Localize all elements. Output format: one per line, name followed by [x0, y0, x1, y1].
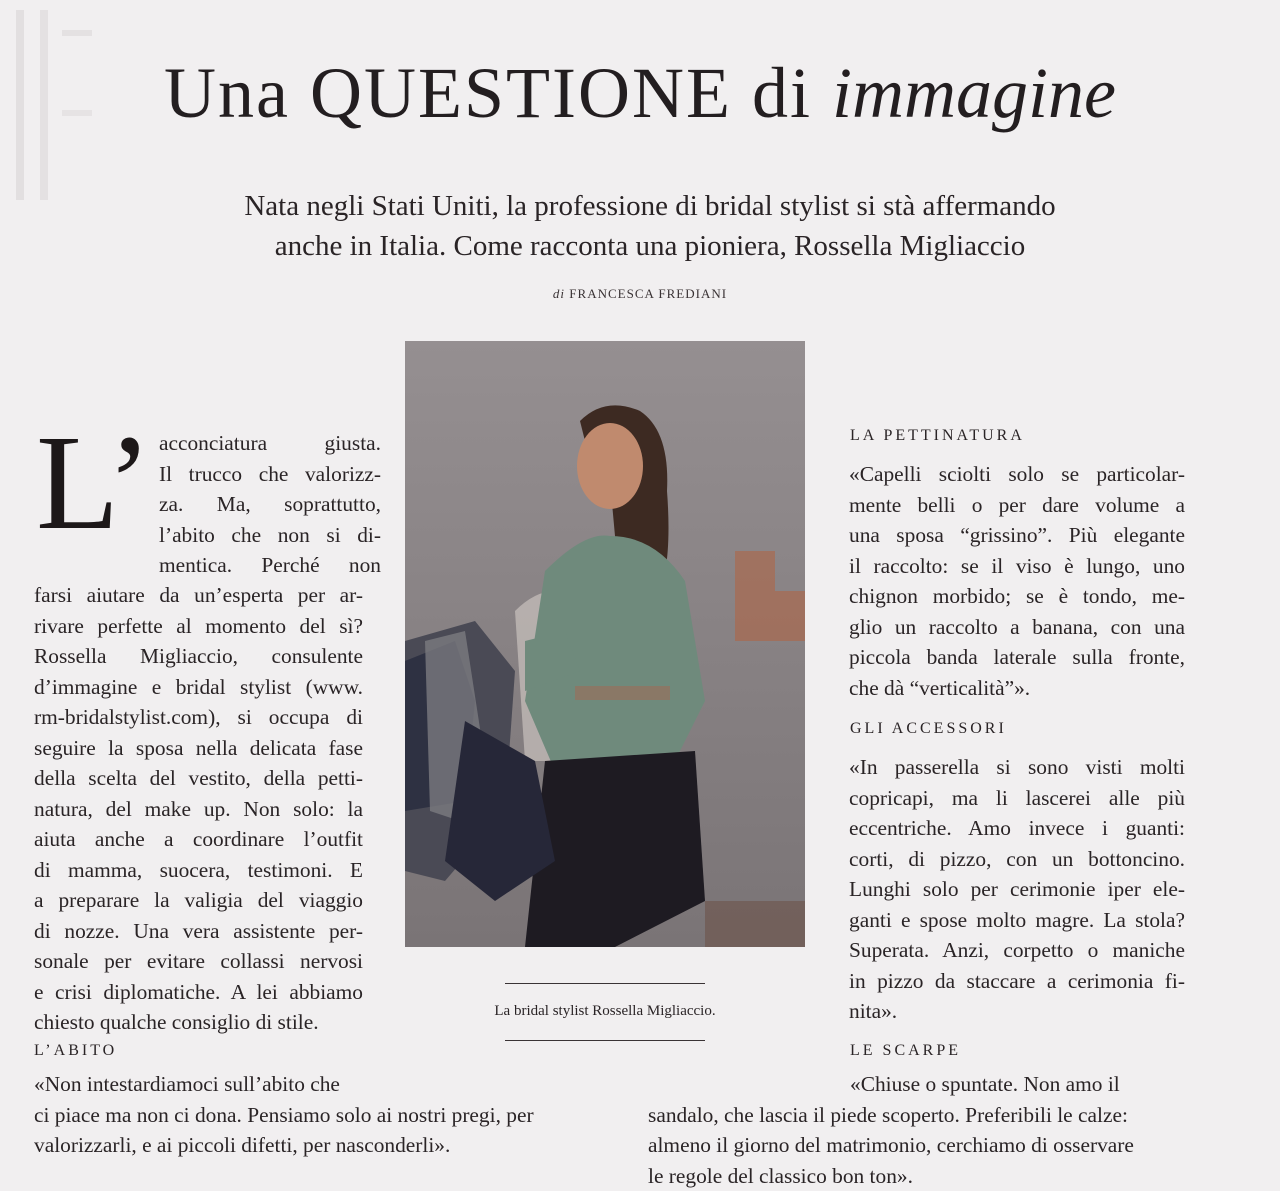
intro-line: sonale per evitare collassi nervosi [34, 946, 363, 977]
title-word-una: Una [164, 53, 290, 133]
photo-caption: La bridal stylist Rossella Migliaccio. [430, 1003, 780, 1020]
intro-line: a preparare la valigia del viaggio [34, 885, 363, 916]
body-line: il raccolto: se il viso è lungo, uno [849, 551, 1185, 582]
title-word-questione: QUESTIONE [310, 53, 732, 133]
intro-line: Il trucco che valorizz- [159, 459, 381, 490]
intro-line: e crisi diplomatiche. A lei abbiamo [34, 977, 363, 1008]
section-heading-abito: L’ABITO [34, 1042, 117, 1060]
title-word-di: di [752, 53, 812, 133]
body-line: «Capelli sciolti solo se particolar- [849, 459, 1185, 490]
body-line: «Non intestardiamoci sull’abito che [34, 1069, 594, 1100]
body-line: nita». [849, 996, 1185, 1027]
intro-line: Rossella Migliaccio, consulente [34, 641, 363, 672]
section-body-pettinatura [849, 459, 1185, 703]
body-line: piccola banda laterale sulla fronte, [849, 642, 1185, 673]
body-line: sandalo, che lascia il piede scoperto. Preferibili le calze: [648, 1100, 1208, 1131]
body-line: chignon morbido; se è tondo, me- [849, 581, 1185, 612]
body-line: almeno il giorno del matrimonio, cerchiamo di osservare [648, 1130, 1208, 1161]
article-subtitle [90, 186, 1210, 266]
intro-line: d’immagine e bridal stylist (www. [34, 672, 363, 703]
body-line: corti, di pizzo, con un bottoncino. [849, 844, 1185, 875]
title-word-immagine: immagine [832, 53, 1116, 133]
section-heading-scarpe: LE SCARPE [850, 1042, 961, 1060]
intro-line: acconciatura giusta. [159, 428, 381, 459]
section-body-abito [34, 1069, 594, 1161]
intro-line: della scelta del vestito, della petti- [34, 763, 363, 794]
body-line: ci piace ma non ci dona. Pensiamo solo ai nostri pregi, per [34, 1100, 594, 1131]
intro-line: natura, del make up. Non solo: la [34, 794, 363, 825]
subtitle-line: Nata negli Stati Uniti, la professione di bridal stylist si stà affermando [90, 186, 1210, 226]
intro-line: rm-bridalstylist.com), si occupa di [34, 702, 363, 733]
section-heading-accessori: GLI ACCESSORI [850, 720, 1007, 738]
intro-line: di nozze. Una vera assistente per- [34, 916, 363, 947]
caption-rule-top [505, 983, 705, 984]
body-line: che dà “verticalità”». [849, 673, 1185, 704]
byline-author: FRANCESCA FREDIANI [569, 286, 727, 301]
body-line: una sposa “grissino”. Più elegante [849, 520, 1185, 551]
intro-line: za. Ma, soprattutto, [159, 489, 381, 520]
drop-cap: L’ [36, 418, 152, 548]
intro-line: chiesto qualche consiglio di stile. [34, 1007, 363, 1038]
section-body-scarpe [648, 1069, 1208, 1191]
portrait-photo [405, 341, 805, 947]
byline [0, 286, 1280, 302]
intro-line: rivare perfette al momento del sì? [34, 611, 363, 642]
body-line: glio un raccolto a banana, con una [849, 612, 1185, 643]
section-heading-pettinatura: LA PETTINATURA [850, 427, 1025, 445]
body-line: Lunghi solo per cerimonie iper ele- [849, 874, 1185, 905]
body-line: eccentriche. Amo invece i guanti: [849, 813, 1185, 844]
body-line: in pizzo da staccare a cerimonia fi- [849, 966, 1185, 997]
intro-line: l’abito che non si di- [159, 520, 381, 551]
intro-line: seguire la sposa nella delicata fase [34, 733, 363, 764]
intro-line: mentica. Perché non [159, 550, 381, 581]
caption-rule-bottom [505, 1040, 705, 1041]
article-title [0, 52, 1280, 135]
body-line: valorizzarli, e ai piccoli difetti, per nasconderli». [34, 1130, 594, 1161]
body-line: «Chiuse o spuntate. Non amo il [648, 1069, 1208, 1100]
byline-prefix: di [553, 286, 565, 301]
section-body-accessori [849, 752, 1185, 1027]
intro-line: farsi aiutare da un’esperta per ar- [34, 580, 363, 611]
body-line: ganti e spose molto magre. La stola? [849, 905, 1185, 936]
intro-line: di mamma, suocera, testimoni. E [34, 855, 363, 886]
intro-column-full [34, 580, 363, 1038]
portrait-illustration [405, 341, 805, 947]
body-line: Superata. Anzi, corpetto o maniche [849, 935, 1185, 966]
body-line: copricapi, ma li lascerei alle più [849, 783, 1185, 814]
body-line: le regole del classico bon ton». [648, 1161, 1208, 1191]
body-line: mente belli o per dare volume a [849, 490, 1185, 521]
intro-column-indented [159, 428, 381, 581]
body-line: «In passerella si sono visti molti [849, 752, 1185, 783]
subtitle-line: anche in Italia. Come racconta una pioniera, Rossella Migliaccio [90, 226, 1210, 266]
intro-line: aiuta anche a coordinare l’outfit [34, 824, 363, 855]
